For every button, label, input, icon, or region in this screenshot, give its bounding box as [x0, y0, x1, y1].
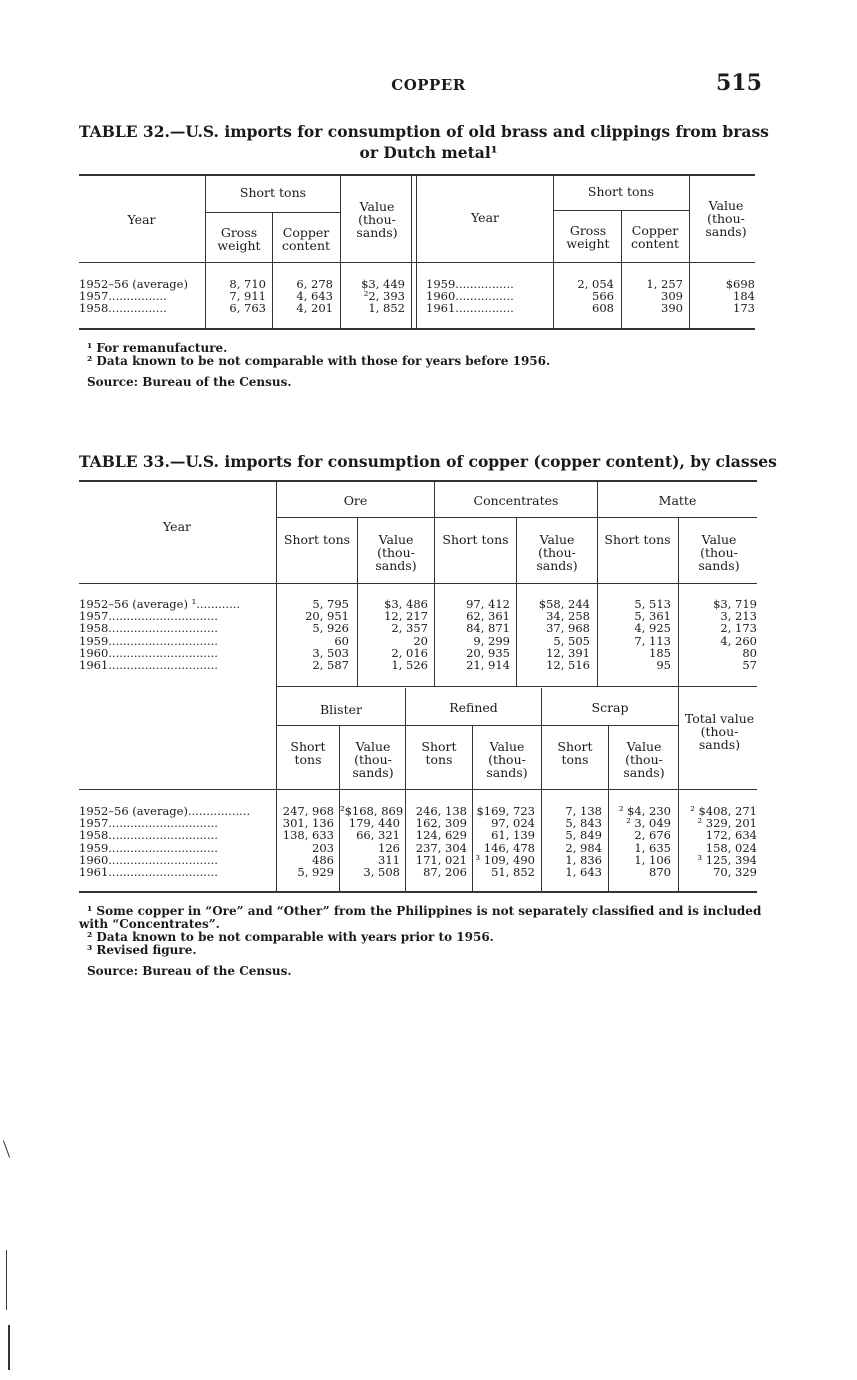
- table33-conc-tons-header: Short tons: [442, 532, 509, 547]
- table32-short-tons-header-right: Short tons: [587, 184, 655, 199]
- table33-top-rule: [79, 480, 757, 482]
- scan-mark: [8, 1325, 10, 1370]
- table32-caption-line1: TABLE 32.—U.S. imports for consumption of old brass and clippings from brass: [79, 122, 769, 141]
- table33-scrap-header: Scrap: [591, 700, 629, 715]
- table33-ore-value-header: Value (thou- sands): [375, 532, 417, 573]
- table32-double-rule: [411, 176, 417, 328]
- table32-gross-header: Gross weight: [217, 225, 261, 253]
- table33-conc-value: $58, 244 34, 258 37, 968 5, 505 12, 391 12, 516: [538, 597, 590, 673]
- table33-scrap-value: ² $4, 230 ² 3, 049 2, 676 1, 635 1, 106 870: [618, 804, 671, 880]
- table33-footnote-2: ² Data known to be not comparable with years prior to 1956.: [87, 930, 494, 944]
- table33-refined-tons: 246, 138 162, 309 124, 629 237, 304 171, 021 87, 206: [415, 804, 467, 880]
- table33-matte-value-header: Value (thou- sands): [698, 532, 740, 573]
- table33-group-rule-2: [276, 725, 678, 726]
- table33-refined-header: Refined: [449, 700, 498, 715]
- table33-ore-value: $3, 486 12, 217 2, 357 20 2, 016 1, 526: [384, 597, 428, 673]
- table32-left-gross: 8, 710 7, 911 6, 763: [229, 277, 266, 316]
- table33-blister-tons-header: Short tons: [290, 739, 326, 767]
- table33-ore-tons-header: Short tons: [283, 532, 351, 547]
- table32-right-copper: 1, 257 309 390: [646, 277, 683, 316]
- table32-year-header: Year: [127, 212, 156, 227]
- table32-gross-header-right: Gross weight: [566, 223, 610, 251]
- table32-footnote-2: ² Data known to be not comparable with those for years before 1956.: [87, 354, 551, 368]
- table32-copper-header-right: Copper content: [630, 223, 680, 251]
- table32-right-years: 1959................ 1960................ 1961................: [426, 278, 514, 315]
- table33-matte-value: $3, 719 3, 213 2, 173 4, 260 80 57: [713, 597, 757, 673]
- table33-scrap-tons: 7, 138 5, 843 5, 849 2, 984 1, 836 1, 643: [565, 804, 602, 880]
- table32-short-tons-header: Short tons: [239, 185, 307, 200]
- table33-refined-tons-header: Short tons: [421, 739, 457, 767]
- table33-bottom-rule: [79, 891, 757, 893]
- table33-years-top: 1952–56 (average) ¹............ 1957.............................. 1958.............................. 1959.............................. 1960.............................. 1961..............................: [79, 598, 241, 672]
- table33-matte-tons: 5, 513 5, 361 4, 925 7, 113 185 95: [634, 597, 671, 673]
- table33-ore-tons: 5, 795 20, 951 5, 926 60 3, 503 2, 587: [305, 597, 349, 673]
- table33-blister-value: ²$168, 869 179, 440 66, 321 126 311 3, 508: [340, 804, 404, 880]
- table33-mid-rule: [276, 686, 757, 687]
- table33-scrap-value-header: Value (thou- sands): [623, 739, 665, 780]
- table32-year-header-right: Year: [471, 210, 499, 225]
- table33-conc-value-header: Value (thou- sands): [536, 532, 578, 573]
- table32-top-rule: [79, 174, 755, 176]
- table33-matte-tons-header: Short tons: [604, 532, 671, 547]
- table33-total-header: Total value (thou- sands): [684, 711, 755, 752]
- table33-refined-value: $169, 723 97, 024 61, 139 146, 478 ³ 109, 490 51, 852: [475, 804, 535, 880]
- table32-copper-header: Copper content: [281, 225, 331, 253]
- table33-years-bottom: 1952–56 (average)................. 1957.............................. 1958.............................. 1959.............................. 1960.............................. 1961..............................: [79, 805, 251, 879]
- table33-year-header: Year: [163, 519, 191, 534]
- table33-concentrates-header: Concentrates: [473, 493, 559, 508]
- table32-bottom-rule: [79, 328, 755, 330]
- table33-caption: TABLE 33.—U.S. imports for consumption of copper (copper content), by classes: [79, 452, 777, 471]
- table32-left-value: $3, 449 ²2, 393 1, 852: [361, 277, 405, 316]
- table32-footnote-1: ¹ For remanufacture.: [87, 341, 228, 355]
- table32-caption-line2: or Dutch metal¹: [359, 143, 498, 162]
- table33-footnote-3: ³ Revised figure.: [87, 943, 197, 957]
- table33-source: Source: Bureau of the Census.: [87, 964, 292, 978]
- table32-source: Source: Bureau of the Census.: [87, 375, 292, 389]
- running-head: COPPER: [391, 76, 466, 94]
- table33-header-rule: [79, 583, 757, 584]
- table33-footnote-1a: ¹ Some copper in “Ore” and “Other” from the Philippines is not separately classified and is included: [87, 904, 762, 918]
- table33-blister-tons: 247, 968 301, 136 138, 633 203 486 5, 929: [282, 804, 334, 880]
- table32-value-header: Value (thou- sands): [356, 199, 398, 240]
- table32-value-header-right: Value (thou- sands): [705, 198, 747, 239]
- table32-right-gross: 2, 054 566 608: [577, 277, 614, 316]
- table33-blister-header: Blister: [320, 702, 362, 717]
- table33-refined-value-header: Value (thou- sands): [486, 739, 528, 780]
- table33-blister-value-header: Value (thou- sands): [352, 739, 394, 780]
- table33-conc-tons: 97, 412 62, 361 84, 871 9, 299 20, 935 21, 914: [466, 597, 510, 673]
- table32-left-copper: 6, 278 4, 643 4, 201: [296, 277, 333, 316]
- table33-scrap-tons-header: Short tons: [557, 739, 593, 767]
- table33-footnote-1b: with “Concentrates”.: [79, 917, 220, 931]
- page-number: 515: [716, 70, 762, 96]
- scan-mark: [3, 1140, 10, 1157]
- table32-left-years: 1952–56 (average) 1957................ 1958................: [79, 278, 188, 315]
- scan-mark: [6, 1250, 7, 1310]
- table33-header-rule-2: [79, 789, 757, 790]
- table32-right-value: $698 184 173: [725, 277, 755, 316]
- table33-total-value: ² $408, 271 ² 329, 201 172, 634 158, 024 ³ 125, 394 70, 329: [690, 804, 757, 880]
- table33-matte-header: Matte: [658, 493, 697, 508]
- table32-header-rule: [79, 262, 755, 263]
- table33-ore-header: Ore: [343, 493, 368, 508]
